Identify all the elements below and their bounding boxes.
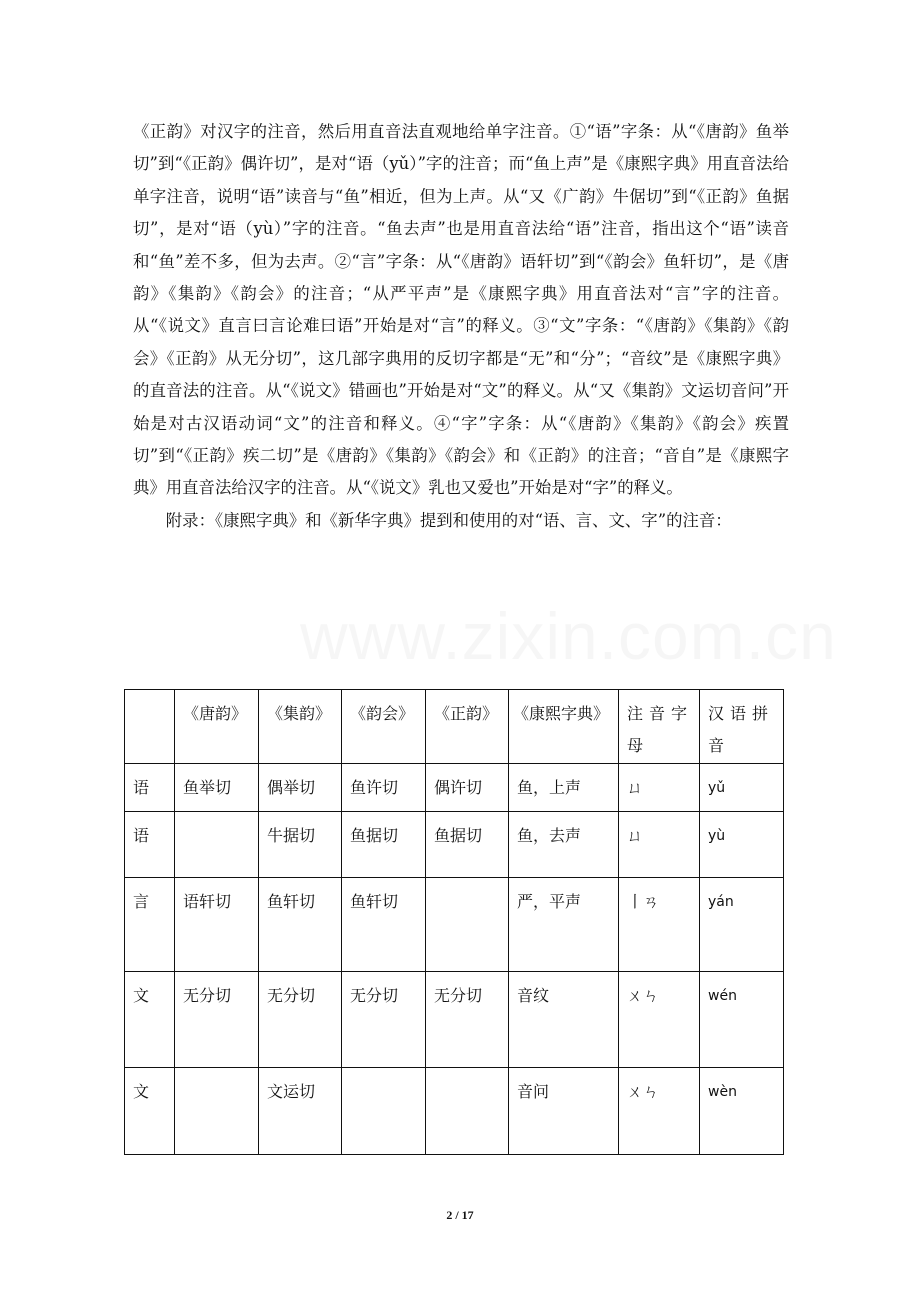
- table-cell: 语: [125, 764, 175, 812]
- table-cell: 偶许切: [426, 764, 509, 812]
- header-cell: 《集韵》: [259, 690, 342, 764]
- table-cell: 言: [125, 878, 175, 972]
- table-cell: wén: [700, 972, 784, 1068]
- table-cell: 鱼据切: [426, 812, 509, 878]
- header-cell: 注音字母: [619, 690, 700, 764]
- table-cell: [426, 1068, 509, 1155]
- table-cell: 鱼据切: [342, 812, 426, 878]
- table-cell: 文: [125, 972, 175, 1068]
- table-cell: 无分切: [426, 972, 509, 1068]
- table-row: [125, 812, 784, 878]
- table-row: [125, 972, 784, 1068]
- table-cell: yán: [700, 878, 784, 972]
- table-cell: 无分切: [259, 972, 342, 1068]
- table-cell: 丨ㄢ: [619, 878, 700, 972]
- header-cell: 《韵会》: [342, 690, 426, 764]
- table-cell: 语轩切: [175, 878, 259, 972]
- table-cell: 文: [125, 1068, 175, 1155]
- table-cell: ㄩ: [619, 812, 700, 878]
- header-cell: 《康熙字典》: [509, 690, 619, 764]
- header-cell: 《唐韵》: [175, 690, 259, 764]
- table-cell: 偶举切: [259, 764, 342, 812]
- header-cell: 《正韵》: [426, 690, 509, 764]
- table-cell: 鱼，去声: [509, 812, 619, 878]
- pronunciation-table: [124, 689, 784, 1155]
- table-cell: 鱼许切: [342, 764, 426, 812]
- table-cell: 牛据切: [259, 812, 342, 878]
- table-cell: [175, 1068, 259, 1155]
- paragraph-appendix: 附录：《康熙字典》和《新华字典》提到和使用的对“语、言、文、字”的注音：: [165, 510, 732, 530]
- table-row: [125, 1068, 784, 1155]
- table-row: [125, 878, 784, 972]
- table-cell: 音问: [509, 1068, 619, 1155]
- table-cell: ㄨㄣ: [619, 972, 700, 1068]
- table-cell: [342, 1068, 426, 1155]
- table-cell: yǔ: [700, 764, 784, 812]
- page-number: 2 / 17: [446, 1208, 474, 1222]
- table-cell: ㄨㄣ: [619, 1068, 700, 1155]
- table-cell: 严，平声: [509, 878, 619, 972]
- table-cell: 语: [125, 812, 175, 878]
- table-header-row: [125, 690, 784, 764]
- header-cell: 汉语拼音: [700, 690, 784, 764]
- table-cell: 音纹: [509, 972, 619, 1068]
- table-cell: 鱼，上声: [509, 764, 619, 812]
- table-cell: wèn: [700, 1068, 784, 1155]
- table-cell: [175, 812, 259, 878]
- table-cell: 鱼轩切: [259, 878, 342, 972]
- table-cell: yù: [700, 812, 784, 878]
- table-cell: 鱼轩切: [342, 878, 426, 972]
- table-cell: [426, 878, 509, 972]
- header-cell: [125, 690, 175, 764]
- table-cell: 无分切: [175, 972, 259, 1068]
- paragraph: 《正韵》对汉字的注音，然后用直音法直观地给单字注音。①“语”字条：从“《唐韵》鱼举切”到“《正韵》偶许切”，是对“语（yǔ）”字的注音；而“鱼上声”是《康熙字典》用直音法给单字注音，说明“语”读音与“鱼”相近，但为上声。从“又《广韵》牛倨切”到“《正韵》鱼据切”，是对“语（yù）”字的注音。“鱼去声”也是用直音法给“语”注音，指出这个“语”读音和“鱼”差不多，但为去声。②“言”字条：从“《唐韵》语轩切”到“《韵会》鱼轩切”，是《唐韵》《集韵》《韵会》的注音；“从严平声”是《康熙字典》用直音法对“言”字的注音。从“《说文》直言曰言论难曰语”开始是对“言”的释义。③“文”字条：“《唐韵》《集韵》《韵会》《正韵》从无分切”，这几部字典用的反切字都是“无”和“分”；“音纹”是《康熙字典》的直音法的注音。从“《说文》错画也”开始是对“文”的释义。从“又《集韵》文运切音问”开始是对古汉语动词“文”的注音和释义。④“字”字条：从“《唐韵》《集韵》《韵会》疾置切”到“《正韵》疾二切”是《唐韵》《集韵》《韵会》和《正韵》的注音；“音自”是《康熙字典》用直音法给汉字的注音。从“《说文》乳也又爱也”开始是对“字”的释义。: [133, 122, 789, 498]
- table-cell: ㄩ: [619, 764, 700, 812]
- table-cell: 鱼举切: [175, 764, 259, 812]
- table-row: [125, 764, 784, 812]
- body-text: [133, 116, 789, 537]
- table-cell: 无分切: [342, 972, 426, 1068]
- watermark: [300, 598, 837, 674]
- table-cell: 文运切: [259, 1068, 342, 1155]
